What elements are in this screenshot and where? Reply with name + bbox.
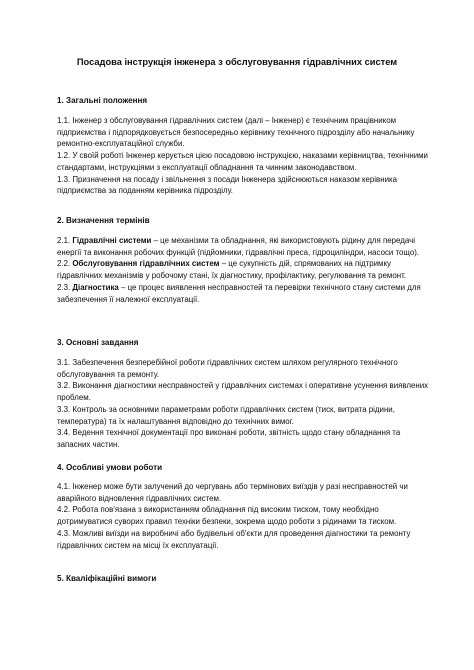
definition: – це механізми та обладнання, які використовують рідину для передачі енергії та виконання робочих функцій (підйомники, гідравлічні преса, гідроциліндри, насоси тощо).	[57, 236, 420, 257]
section-heading: 3. Основні завдання	[57, 338, 139, 347]
definition: – це процес виявлення несправностей та перевірки технічного стану системи для забезпечення її належної експлуатації.	[57, 282, 421, 304]
section-body	[57, 481, 429, 551]
term: Діагностика	[72, 282, 119, 292]
paragraph: 4.2. Робота пов'язана з використанням обладнання під високим тиском, тому необхідно дотримуватися суворих правил техніки безпеки, зокрема щодо роботи з рідинами та тиском.	[57, 505, 397, 527]
paragraph: 3.1. Забезпечення безперебійної роботи гідравлічних систем шляхом регулярного технічного обслуговування та ремонту.	[57, 358, 398, 379]
paragraph-number: 2.1.	[57, 236, 71, 245]
section-heading: 1. Загальні положення	[57, 96, 148, 105]
section-heading: 2. Визначення термінів	[57, 216, 150, 225]
paragraph-number: 2.3.	[57, 282, 71, 292]
paragraph: 4.3. Можливі виїзди на виробничі або будівельні об'єкти для проведення діагностики та ремонту гідравлічних систем на місці їх експлуатації.	[57, 528, 411, 550]
section-heading: 4. Особливі умови роботи	[57, 463, 163, 472]
term: Гідравлічні системи	[72, 236, 152, 245]
section-body	[57, 357, 429, 451]
term: Обслуговування гідравлічних систем	[72, 259, 220, 269]
paragraph: 3.3. Контроль за основними параметрами роботи гідравлічних систем (тиск, витрата рідини, температура) та їх налаштування відповідно до технічних вимог.	[57, 404, 395, 426]
document-title: Посадова інструкція інженера з обслуговування гідравлічних систем	[76, 57, 398, 67]
paragraph	[57, 235, 429, 258]
paragraph: 1.3. Призначення на посаду і звільнення з посади Інженера здійснюються наказом керівника підприємства за поданням керівника підрозділу.	[57, 174, 398, 196]
paragraph	[57, 258, 429, 281]
paragraph	[57, 282, 429, 305]
paragraph: 1.2. У своїй роботі Інженер керується цією посадовою інструкцією, наказами керівництва, технічними стандартами, інструкціями з експлуатації обладнання та чинним законодавством.	[57, 151, 428, 172]
definition: – це сукупність дій, спрямованих на підтримку гідравлічних механізмів у робочому стані, їх діагностику, профілактику, регулювання та ремонт.	[57, 259, 407, 281]
paragraph: 3.2. Виконання діагностики несправностей у гідравлічних системах і оперативне усунення виявлених проблем.	[57, 381, 429, 403]
paragraph: 3.4. Ведення технічної документації про виконані роботи, звітність щодо стану обладнання та запасних частин.	[57, 428, 401, 449]
paragraph: 4.1. Інженер може бути залучений до чергувань або термінових виїздів у разі несправностей чи аварійного відновлення гідравлічних систем.	[57, 482, 408, 503]
section-body	[57, 235, 429, 305]
paragraph: 1.1. Інженер з обслуговування гідравлічних систем (далі – Інженер) є технічним працівником підприємства і підпорядковується безпосередньо керівнику технічного підрозділу або начальнику ремонтно-експлуатаційної служби.	[57, 116, 415, 149]
paragraph-number: 2.2.	[57, 259, 71, 269]
section-body	[57, 115, 429, 197]
section-heading: 5. Кваліфікаційні вимоги	[57, 574, 157, 583]
